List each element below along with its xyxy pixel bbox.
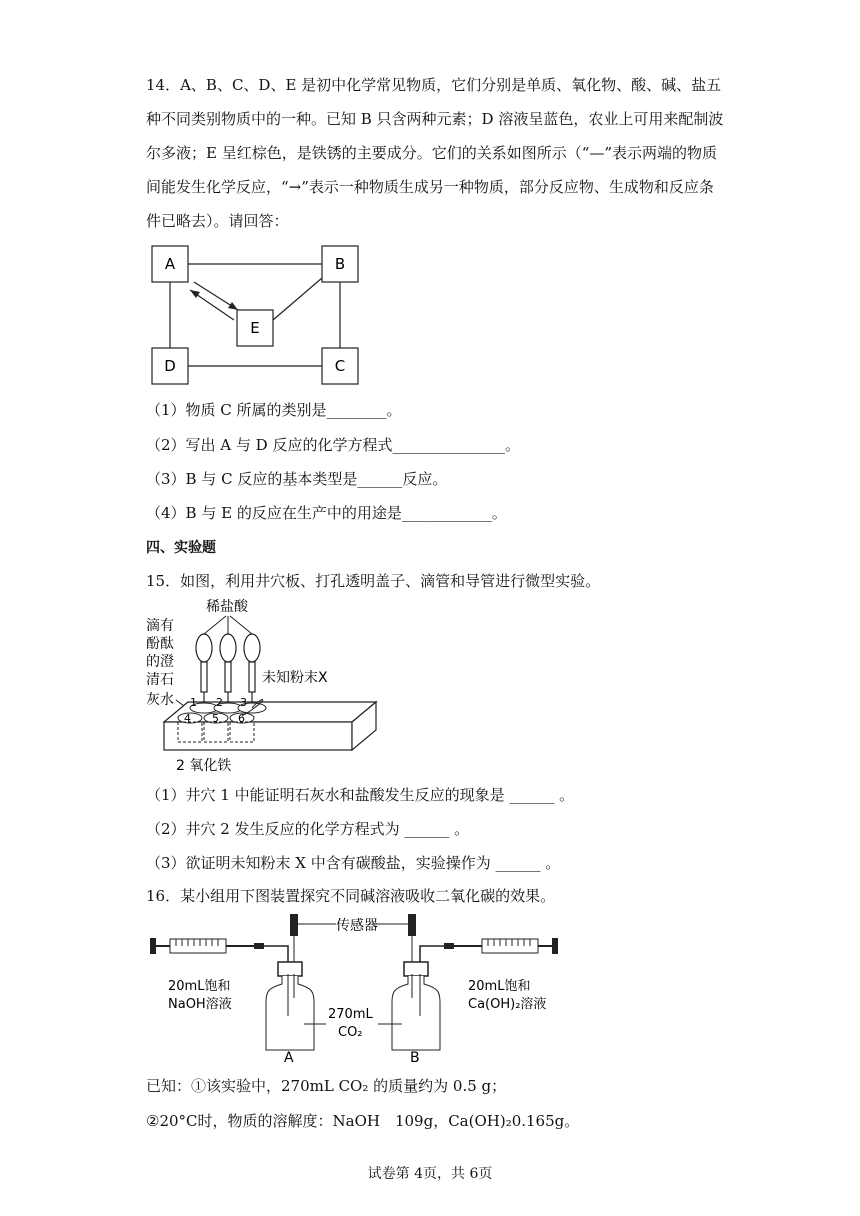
label-lime-1: 滴有 [146,618,174,634]
label-mid-2: CO₂ [338,1025,363,1040]
q14-text: 14．A、B、C、D、E 是初中化学常见物质，它们分别是单质、氧化物、酸、碱、盐五种不同类别物质中的一种。已知 B 只含两种元素；D 溶液呈蓝色，农业上可用来配制波尔多液；E 呈红棕色，是铁锈的主要成分。它们的关系如图所示（“—”表示两端的物质间能发生化学反应，“→”表示一种物质生成另一种物质，部分反应物、生成物和反应条件已略去）。请回答： [146,76,724,230]
q14-sub3: （3）B 与 C 反应的基本类型是______反应。 [146,470,448,488]
label-bottle-b: B [410,1050,420,1062]
q15-sub1: （1）井穴 1 中能证明石灰水和盐酸发生反应的现象是 ______ 。 [146,786,575,804]
q15-well-plate-figure [144,594,384,774]
node-e: E [250,319,260,337]
q14-sub1: （1）物质 C 所属的类别是________。 [146,401,402,419]
q16-known-2: ②20°C时，物质的溶解度：NaOH 109g，Ca(OH)₂0.165g。 [146,1112,580,1130]
label-powder: 未知粉末X [262,670,328,686]
label-lime-2: 酚酞 [146,636,174,652]
well-5: 5 [212,712,219,725]
q15-sub2: （2）井穴 2 发生反应的化学方程式为 ______ 。 [146,820,470,838]
node-d: D [164,357,176,375]
label-right-1: 20mL饱和 [468,979,531,994]
node-a: A [164,255,176,273]
page-footer: 试卷第 4页，共 6页 [367,1166,493,1182]
node-b: B [334,255,346,273]
node-c: C [334,357,346,375]
label-sensor: 传感器 [336,918,378,934]
section-heading: 四、实验题 [146,540,216,556]
q14-sub2: （2）写出 A 与 D 反应的化学方程式_______________。 [146,436,520,454]
q16-apparatus-figure [146,912,566,1062]
label-bottle-a: A [284,1050,294,1062]
well-4: 4 [184,712,191,725]
label-mid-1: 270mL [328,1007,373,1022]
label-lime-5: 灰水 [146,692,174,708]
q16-known-1: 已知：①该实验中，270mL CO₂ 的质量约为 0.5 g； [146,1077,507,1095]
label-lime-3: 的澄 [146,654,174,670]
label-left-2: NaOH溶液 [168,997,232,1012]
label-right-2: Ca(OH)₂溶液 [468,997,547,1012]
label-lime-4: 清石 [146,672,174,688]
label-left-1: 20mL饱和 [168,979,231,994]
well-1: 1 [190,696,197,709]
label-acid: 稀盐酸 [206,599,248,615]
label-bottom: 2 氧化铁 [176,758,232,774]
well-6: 6 [238,712,245,725]
q15-text: 15．如图，利用井穴板、打孔透明盖子、滴管和导管进行微型实验。 [146,572,601,590]
well-2: 2 [216,696,223,709]
well-3: 3 [240,696,247,709]
q14-relation-diagram [146,238,376,398]
q15-sub3: （3）欲证明未知粉末 X 中含有碳酸盐，实验操作为 ______ 。 [146,854,561,872]
q16-text: 16．某小组用下图装置探究不同碱溶液吸收二氧化碳的效果。 [146,887,556,905]
q14-sub4: （4）B 与 E 的反应在生产中的用途是____________。 [146,504,507,522]
